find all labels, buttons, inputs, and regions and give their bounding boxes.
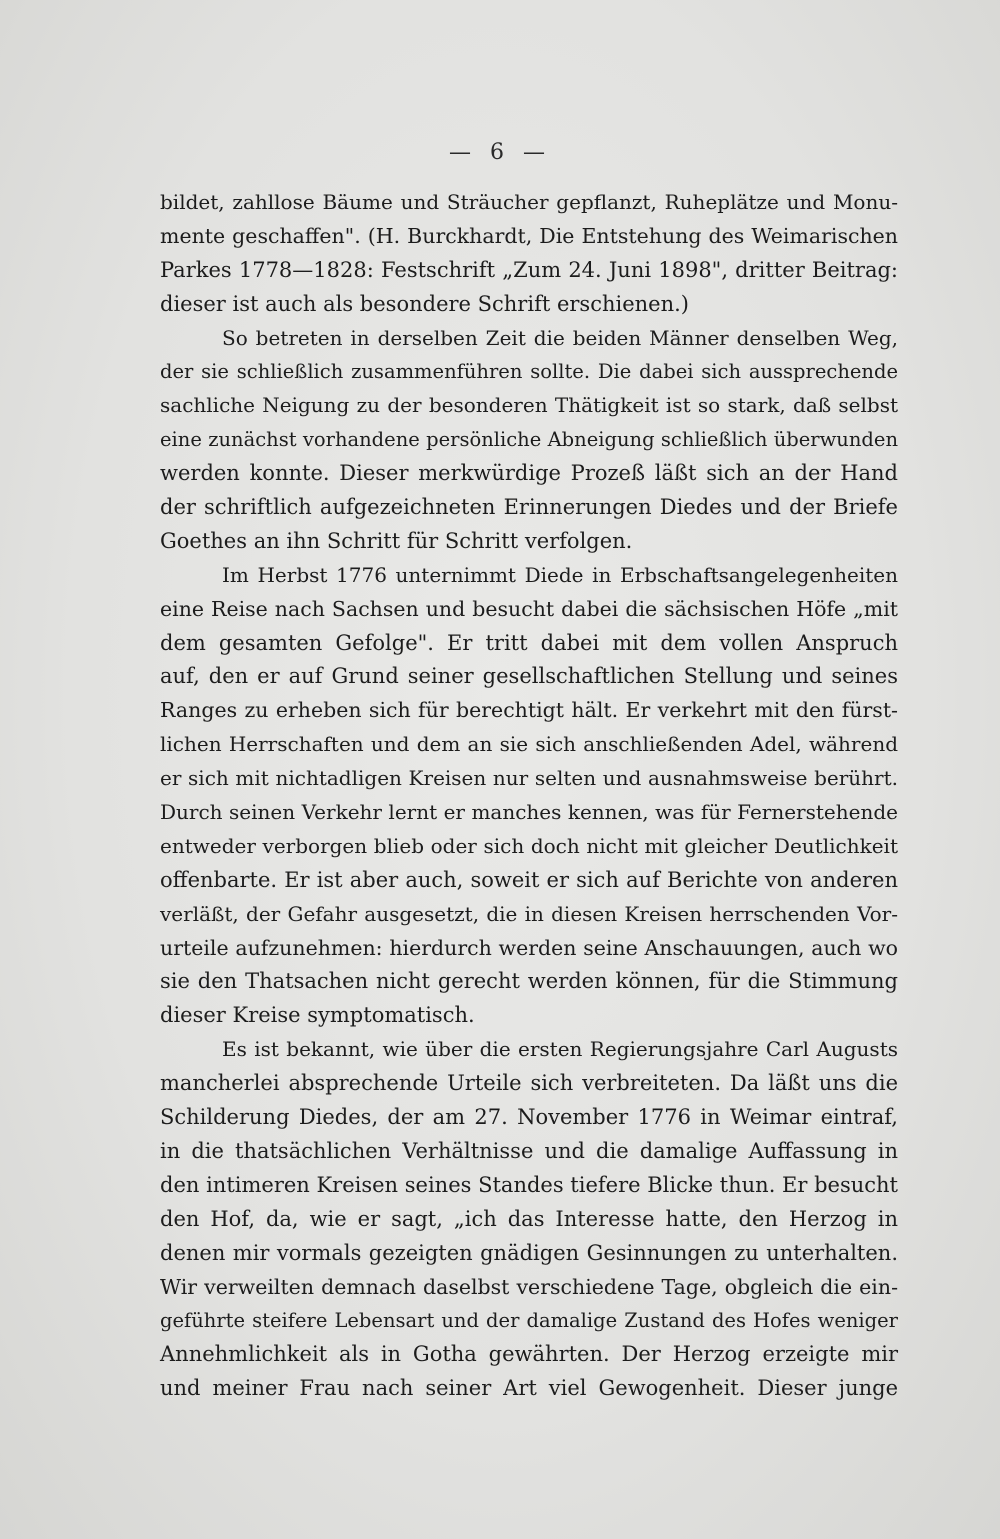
text-line: Wir verweilten demnach daselbst verschiedene Tage, obgleich die ein- [160,1274,898,1299]
text-line: sie den Thatsachen nicht gerecht werden können, für die Stimmung [160,969,898,994]
body-text [160,186,898,1406]
text-line: eine zunächst vorhandene persönliche Abneigung schließlich überwunden [160,428,898,452]
text-line: Annehmlichkeit als in Gotha gewährten. Der Herzog erzeigte mir [160,1342,898,1367]
text-line: sachliche Neigung zu der besonderen Thätigkeit ist so stark, daß selbst [160,393,898,418]
text-line: Ranges zu erheben sich für berechtigt hält. Er verkehrt mit den fürst- [160,698,898,723]
text-line: Schilderung Diedes, der am 27. November 1776 in Weimar eintraf, [160,1105,898,1130]
text-line: Durch seinen Verkehr lernt er manches kennen, was für Fernerstehende [160,800,898,825]
text-line: Parkes 1778—1828: Festschrift „Zum 24. Juni 1898", dritter Beitrag: [160,257,898,282]
text-line: verläßt, der Gefahr ausgesetzt, die in diesen Kreisen herrschenden Vor- [160,901,898,926]
text-line: er sich mit nichtadligen Kreisen nur selten und ausnahmsweise berührt. [160,766,898,791]
text-line: urteile aufzunehmen: hierdurch werden seine Anschauungen, auch wo [160,935,898,960]
text-line: in die thatsächlichen Verhältnisse und die damalige Auffassung in [160,1138,898,1163]
text-line: den Hof, da, wie er sagt, „ich das Interesse hatte, den Herzog in [160,1206,898,1231]
text-line: bildet, zahllose Bäume und Sträucher gepflanzt, Ruheplätze und Monu- [160,190,898,214]
text-line: und meiner Frau nach seiner Art viel Gewogenheit. Dieser junge [160,1376,898,1401]
text-line: Im Herbst 1776 unternimmt Diede in Erbschaftsangelegenheiten [222,562,898,587]
text-line: dieser ist auch als besondere Schrift erschienen.) [160,291,689,316]
text-line: offenbarte. Er ist aber auch, soweit er sich auf Berichte von anderen [160,867,898,892]
text-line: So betreten in derselben Zeit die beiden Männer denselben Weg, [222,325,898,350]
text-line: mancherlei absprechende Urteile sich verbreiteten. Da läßt uns die [160,1071,898,1096]
text-line: dieser Kreise symptomatisch. [160,1003,475,1028]
text-line: Es ist bekannt, wie über die ersten Regierungsjahre Carl Augusts [222,1037,898,1062]
text-line: denen mir vormals gezeigten gnädigen Gesinnungen zu unterhalten. [160,1240,898,1265]
text-line: eine Reise nach Sachsen und besucht dabei die sächsischen Höfe „mit [160,596,898,621]
text-line: dem gesamten Gefolge". Er tritt dabei mit dem vollen Anspruch [160,630,898,655]
text-line: auf, den er auf Grund seiner gesellschaftlichen Stellung und seines [160,664,898,689]
text-line: lichen Herrschaften und dem an sie sich anschließenden Adel, während [160,732,898,757]
text-line: den intimeren Kreisen seines Standes tiefere Blicke thun. Er besucht [160,1172,898,1197]
text-line: entweder verborgen blieb oder sich doch nicht mit gleicher Deutlichkeit [160,833,898,858]
text-line: werden konnte. Dieser merkwürdige Prozeß läßt sich an der Hand [160,461,898,486]
text-line: Goethes an ihn Schritt für Schritt verfolgen. [160,528,633,553]
text-line: der schriftlich aufgezeichneten Erinnerungen Diedes und der Briefe [160,495,898,520]
text-line: mente geschaffen". (H. Burckhardt, Die Entstehung des Weimarischen [160,223,898,248]
text-line: geführte steifere Lebensart und der damalige Zustand des Hofes weniger [160,1309,898,1333]
text-line: der sie schließlich zusammenführen sollte. Die dabei sich aussprechende [160,360,898,384]
page-number: — 6 — [449,140,551,165]
